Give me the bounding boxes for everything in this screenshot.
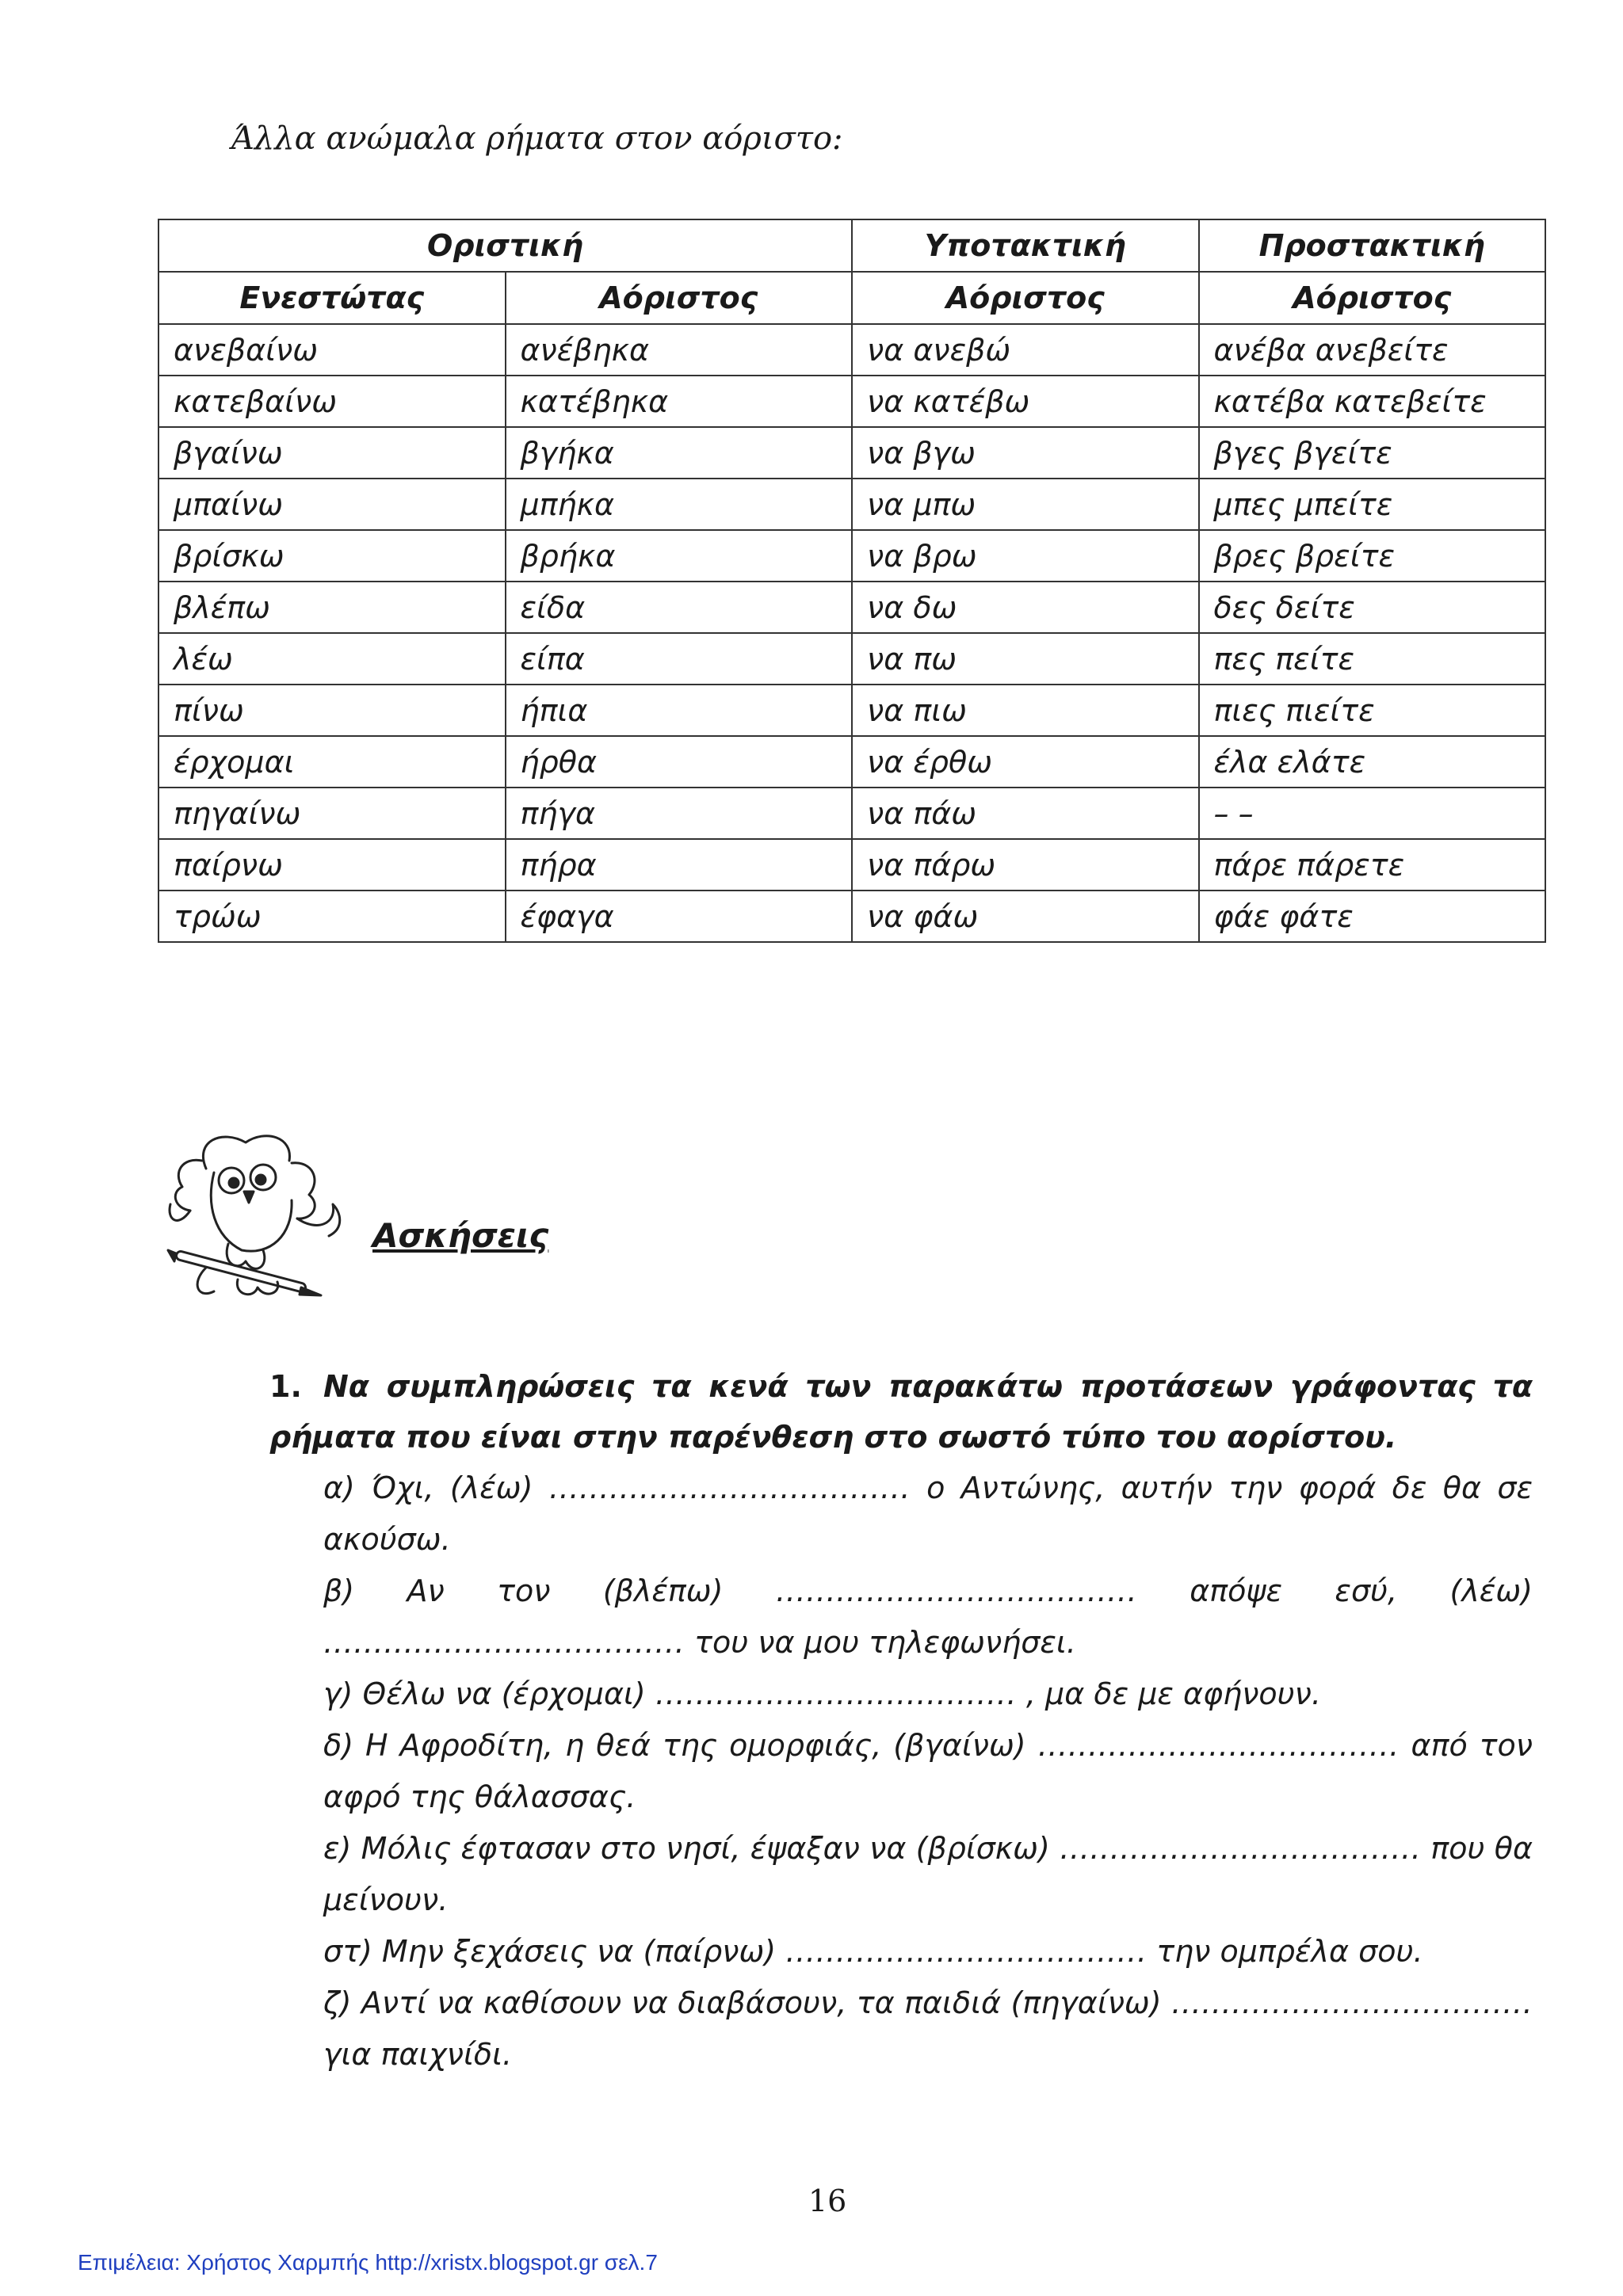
cell-indicative-aorist: είπα — [506, 633, 853, 685]
table-row — [158, 736, 1545, 788]
cell-imperative-aorist: βρες βρείτε — [1199, 530, 1546, 582]
cell-subjunctive-aorist: να φάω — [852, 891, 1199, 942]
cell-subjunctive-aorist: να πάρω — [852, 839, 1199, 891]
exercise-item: β) Αν τον (βλέπω) ……………………………… απόψε εσύ, (λέω) ……………………………… του να μου τηλεφωνήσει. — [323, 1573, 1533, 1660]
cell-indicative-aorist: βρήκα — [506, 530, 853, 582]
exercise-instruction — [269, 1361, 1533, 1463]
cell-imperative-aorist: πες πείτε — [1199, 633, 1546, 685]
table-row — [158, 633, 1545, 685]
cell-subjunctive-aorist: να δω — [852, 582, 1199, 633]
table-row — [158, 788, 1545, 839]
exercise-number: 1. — [269, 1369, 302, 1404]
intro-heading: Άλλα ανώμαλα ρήματα στον αόριστο: — [231, 120, 843, 157]
exercise-items — [269, 1463, 1533, 2081]
table-row — [158, 530, 1545, 582]
owl-with-pencil-icon — [158, 1125, 349, 1307]
cell-present: πηγαίνω — [158, 788, 506, 839]
exercise-item: α) Όχι, (λέω) ……………………………… ο Αντώνης, αυτήν την φορά δε θα σε ακούσω. — [323, 1470, 1533, 1557]
exercise-item: ζ) Αντί να καθίσουν να διαβάσουν, τα παιδιά (πηγαίνω) ……………………………… για παιχνίδι. — [323, 1985, 1533, 2072]
exercise-1 — [269, 1361, 1533, 2081]
table-row — [158, 479, 1545, 530]
cell-present: έρχομαι — [158, 736, 506, 788]
cell-subjunctive-aorist: να πάω — [852, 788, 1199, 839]
col-header-present: Ενεστώτας — [158, 272, 506, 324]
table-row — [158, 324, 1545, 376]
column-header-row — [158, 272, 1545, 324]
cell-present: λέω — [158, 633, 506, 685]
table-body — [158, 324, 1545, 942]
cell-indicative-aorist: κατέβηκα — [506, 376, 853, 427]
cell-present: βγαίνω — [158, 427, 506, 479]
cell-subjunctive-aorist: να πιω — [852, 685, 1199, 736]
cell-present: τρώω — [158, 891, 506, 942]
header-imperative: Προστακτική — [1199, 219, 1546, 272]
cell-indicative-aorist: βγήκα — [506, 427, 853, 479]
footer-credit: Επιμέλεια: Χρήστος Χαρμπής http://xristx.blogspot.gr σελ.7 — [78, 2250, 658, 2275]
cell-indicative-aorist: ήπια — [506, 685, 853, 736]
table-row — [158, 685, 1545, 736]
col-header-aorist: Αόριστος — [852, 272, 1199, 324]
irregular-verbs-table — [158, 219, 1546, 943]
cell-imperative-aorist: έλα ελάτε — [1199, 736, 1546, 788]
header-indicative: Οριστική — [158, 219, 852, 272]
cell-present: παίρνω — [158, 839, 506, 891]
group-header-row — [158, 219, 1545, 272]
cell-subjunctive-aorist: να βγω — [852, 427, 1199, 479]
cell-indicative-aorist: ήρθα — [506, 736, 853, 788]
cell-present: βλέπω — [158, 582, 506, 633]
table-row — [158, 376, 1545, 427]
table-row — [158, 839, 1545, 891]
cell-present: πίνω — [158, 685, 506, 736]
exercise-item: γ) Θέλω να (έρχομαι) ……………………………… , μα δε με αφήνουν. — [323, 1676, 1321, 1711]
cell-subjunctive-aorist: να βρω — [852, 530, 1199, 582]
table-row — [158, 427, 1545, 479]
cell-indicative-aorist: πήγα — [506, 788, 853, 839]
table-row — [158, 582, 1545, 633]
page-number: 16 — [808, 2183, 847, 2218]
cell-imperative-aorist: – – — [1199, 788, 1546, 839]
cell-imperative-aorist: μπες μπείτε — [1199, 479, 1546, 530]
table-row — [158, 891, 1545, 942]
cell-indicative-aorist: είδα — [506, 582, 853, 633]
col-header-aorist: Αόριστος — [506, 272, 853, 324]
instruction-text: Να συμπληρώσεις τα κενά των παρακάτω προτάσεων γράφοντας τα ρήματα που είναι στην παρένθεση στο σωστό τύπο του αορίστου. — [269, 1369, 1533, 1455]
cell-imperative-aorist: δες δείτε — [1199, 582, 1546, 633]
cell-indicative-aorist: έφαγα — [506, 891, 853, 942]
cell-subjunctive-aorist: να ανεβώ — [852, 324, 1199, 376]
cell-indicative-aorist: ανέβηκα — [506, 324, 853, 376]
exercise-item: δ) Η Αφροδίτη, η θεά της ομορφιάς, (βγαίνω) ……………………………… από τον αφρό της θάλασσας. — [323, 1728, 1533, 1814]
cell-indicative-aorist: πήρα — [506, 839, 853, 891]
cell-present: μπαίνω — [158, 479, 506, 530]
cell-subjunctive-aorist: να κατέβω — [852, 376, 1199, 427]
header-subjunctive: Υποτακτική — [852, 219, 1199, 272]
cell-indicative-aorist: μπήκα — [506, 479, 853, 530]
cell-subjunctive-aorist: να μπω — [852, 479, 1199, 530]
cell-imperative-aorist: κατέβα κατεβείτε — [1199, 376, 1546, 427]
cell-present: βρίσκω — [158, 530, 506, 582]
exercises-title: Ασκήσεις — [372, 1216, 549, 1255]
cell-present: ανεβαίνω — [158, 324, 506, 376]
exercise-item: στ) Μην ξεχάσεις να (παίρνω) ……………………………… την ομπρέλα σου. — [323, 1934, 1423, 1969]
cell-imperative-aorist: ανέβα ανεβείτε — [1199, 324, 1546, 376]
cell-imperative-aorist: πάρε πάρετε — [1199, 839, 1546, 891]
cell-subjunctive-aorist: να πω — [852, 633, 1199, 685]
col-header-aorist: Αόριστος — [1199, 272, 1546, 324]
exercise-item: ε) Μόλις έφτασαν στο νησί, έψαξαν να (βρίσκω) ……………………………… που θα μείνουν. — [323, 1831, 1533, 1917]
cell-subjunctive-aorist: να έρθω — [852, 736, 1199, 788]
cell-present: κατεβαίνω — [158, 376, 506, 427]
cell-imperative-aorist: φάε φάτε — [1199, 891, 1546, 942]
cell-imperative-aorist: πιες πιείτε — [1199, 685, 1546, 736]
cell-imperative-aorist: βγες βγείτε — [1199, 427, 1546, 479]
